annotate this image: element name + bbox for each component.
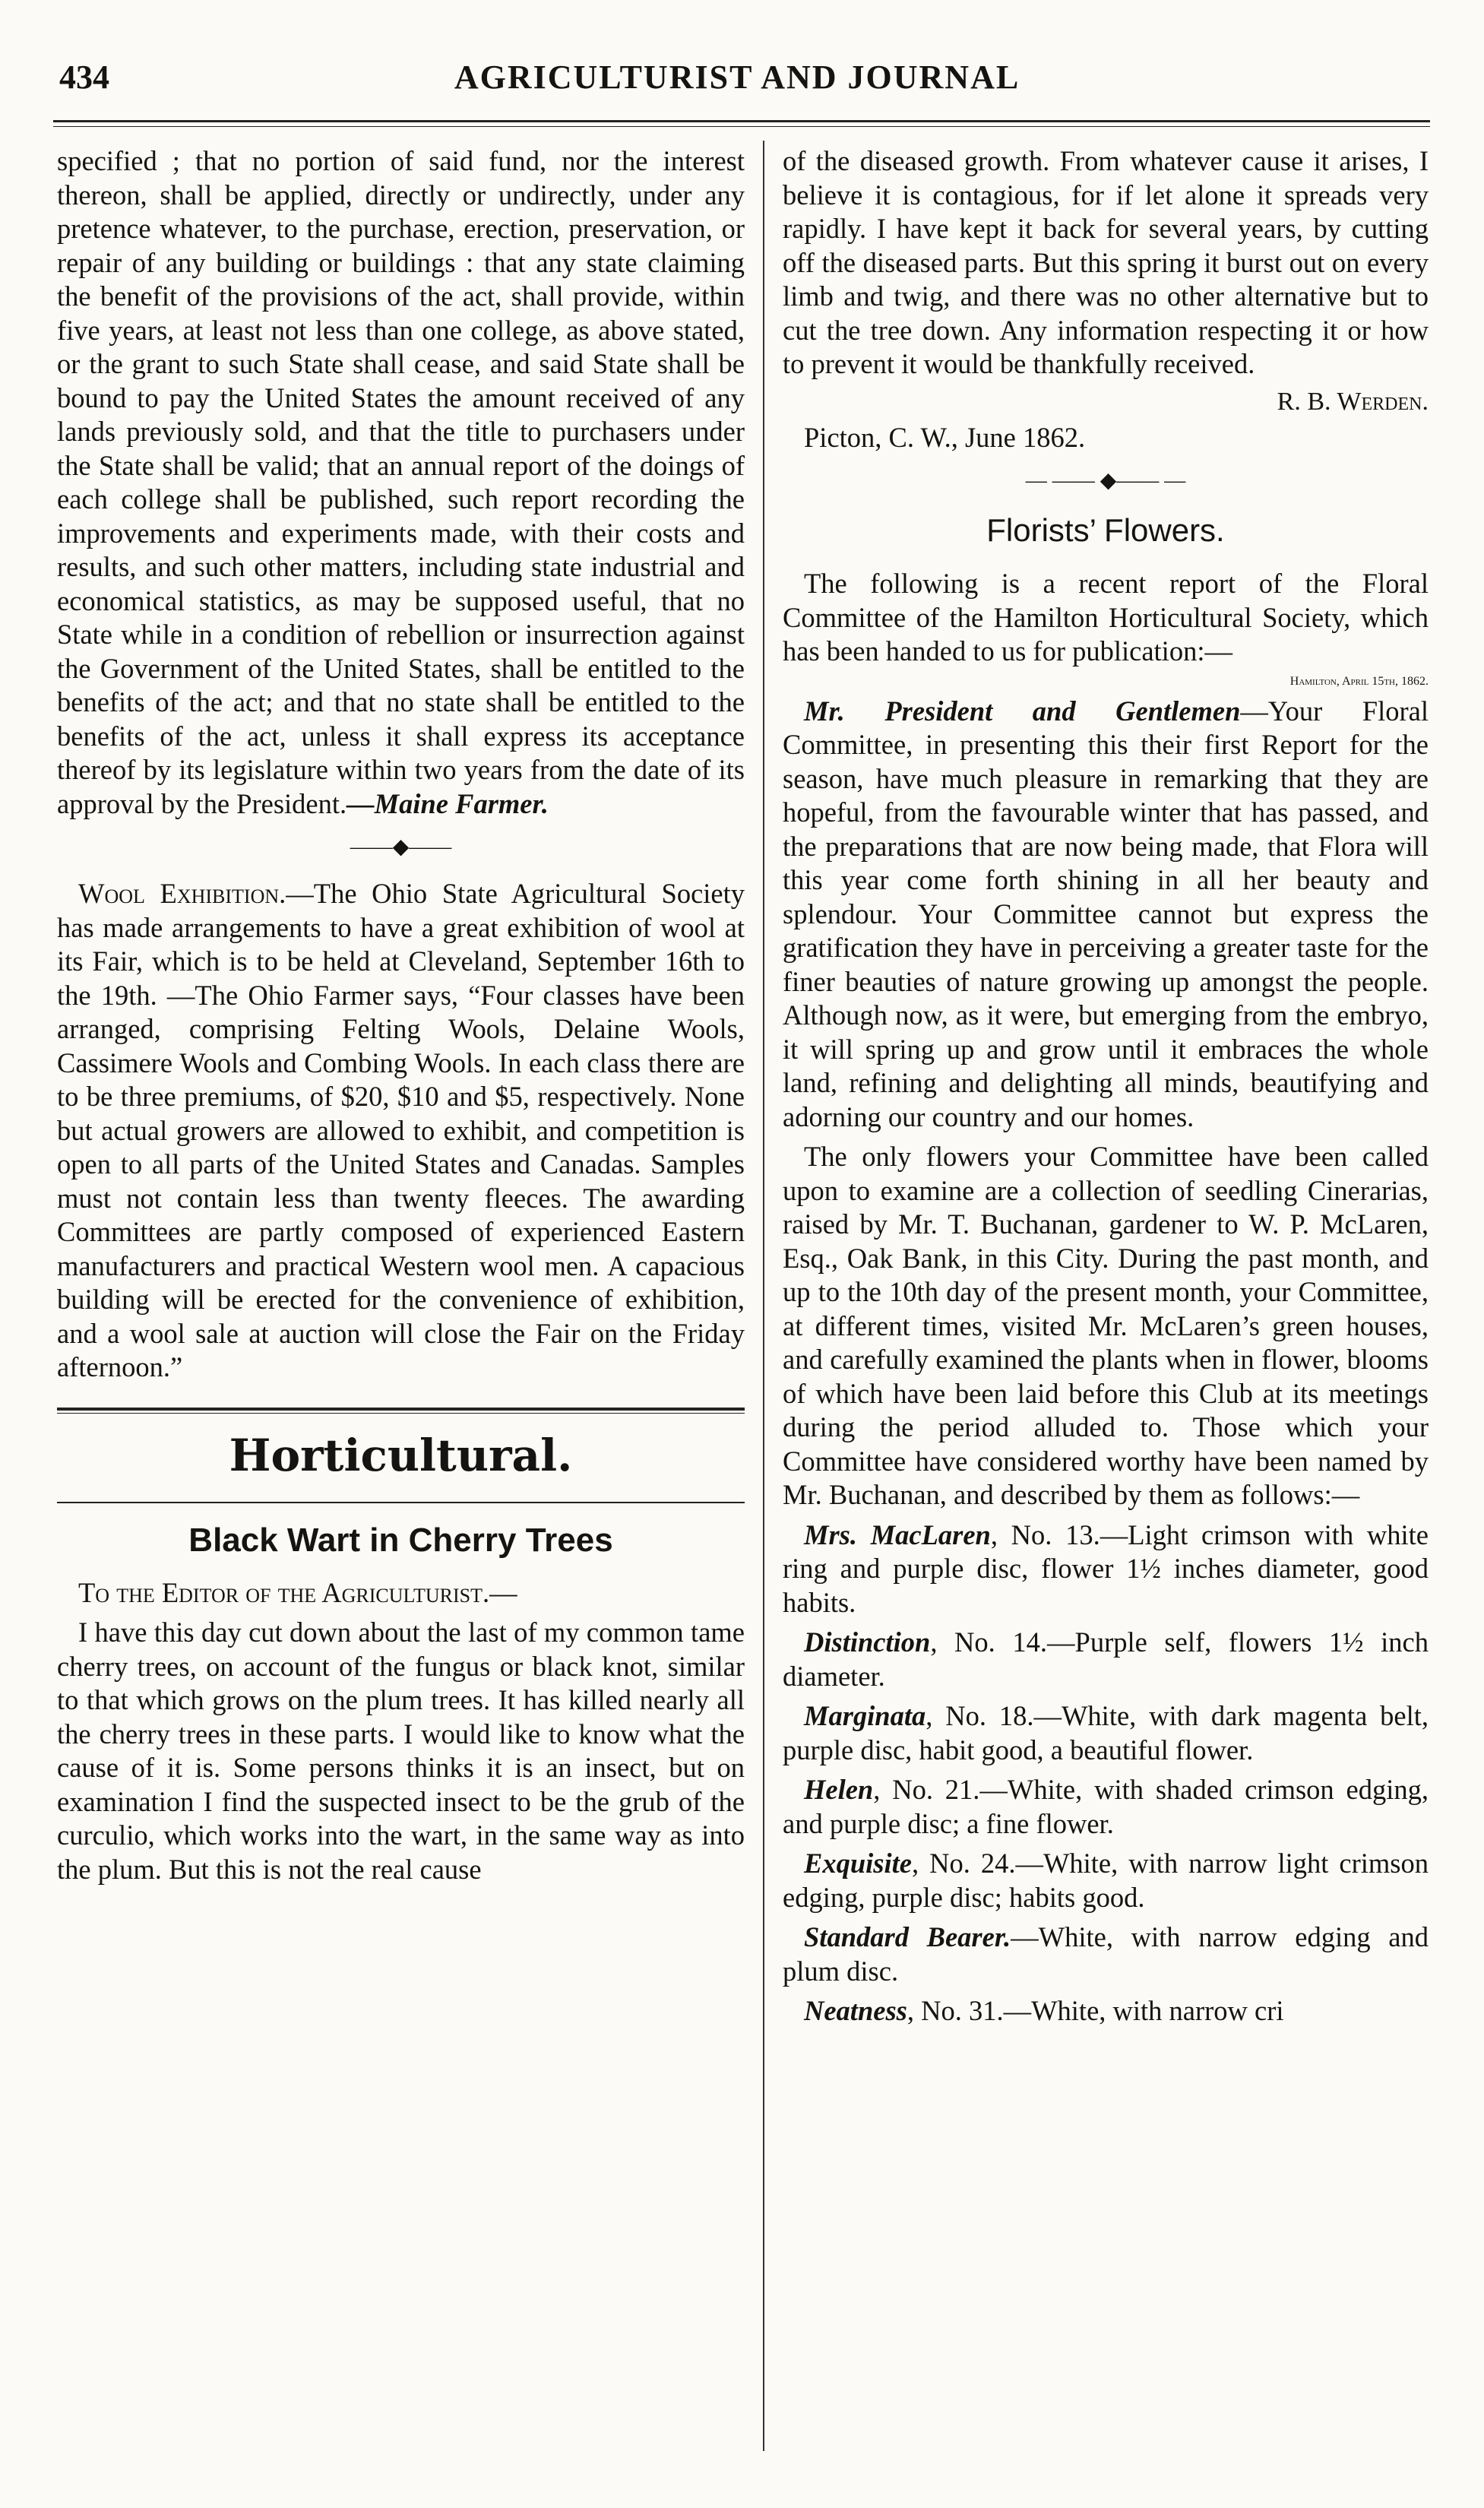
section-rule bbox=[57, 1408, 745, 1414]
flower-entry: Standard Bearer.—White, with narrow edging and plum disc. bbox=[783, 1921, 1429, 1987]
flower-entry: Distinction, No. 14.—Purple self, flowers 1½ inch diameter. bbox=[783, 1626, 1429, 1692]
source-credit: —Maine Farmer. bbox=[346, 787, 549, 819]
land-grant-paragraph: specified ; that no portion of said fund, nor the interest thereon, shall be applied, directly or undirectly, under any pretence whatever, to the purchase, erection, preservation, or repair of any building or buildings : that any state claiming the benefit of the provisions of the act, shall provide, within five years, at least not less than one college, as above stated, or the grant to such State shall cease, and said State shall be bound to pay the United States the amount received of any lands previously sold, and that the title to purchasers under the State shall be valid; that an annual report of the doings of each college shall be published, such report recording the improvements and experiments made, with their costs and results, and such other matters, including state industrial and economical statistics, as may be supposed useful, that no State while in a condition of rebellion or insurrection against the Government of the United States, shall be entitled to the benefits of the act; and that no state shall be entitled to the benefits of the act, unless it shall express its acceptance thereof by its legislature within two years from the date of its approval by the President.—Maine Farmer. bbox=[57, 145, 745, 819]
article-rule bbox=[57, 1502, 745, 1503]
florists-intro: The following is a recent report of the Floral Committee of the Hamilton Horticultural Society, which has been handed to us for publication:— bbox=[783, 568, 1429, 667]
flower-entry: Exquisite, No. 24.—White, with narrow light crimson edging, purple disc; habits good. bbox=[783, 1848, 1429, 1913]
editor-address: To the Editor of the Agriculturist.— bbox=[78, 1576, 517, 1608]
black-wart-paragraph: I have this day cut down about the last of my common tame cherry trees, on account of the fungus or black knot, similar to that which grows on the plum trees. It has killed nearly all the cherry trees in these parts. I would like to know what the cause of it is. Some persons thinks it is an insect, but on examination I find the suspected insect to be the grub of the curculio, which works into the wart, in the same way as into the plum. But this is not the real cause bbox=[57, 1617, 745, 1885]
header-rule bbox=[53, 120, 1430, 122]
article-title-black-wart: Black Wart in Cherry Trees bbox=[188, 1521, 613, 1559]
black-wart-continuation: of the diseased growth. From whatever cause it arises, I believe it is contagious, for if let alone it spreads very rapidly. I have kept it back for several years, by cutting off the diseased parts. But this spring it burst out on every limb and twig, and there was no other alternative but to cut the tree down. Any information respecting it or how to prevent it would be thankfully received. bbox=[783, 145, 1429, 379]
flower-entry: Neatness, No. 31.—White, with narrow cri bbox=[804, 1995, 1284, 2026]
flower-entry: Marginata, No. 18.—White, with dark magenta belt, purple disc, habit good, a beautiful flower. bbox=[783, 1700, 1429, 1765]
report-salutation: Mr. President and Gentlemen bbox=[804, 695, 1241, 727]
page-header bbox=[53, 53, 1421, 114]
article-separator-ornament: — —— ◆—— — bbox=[1025, 469, 1186, 492]
letter-place-date: Picton, C. W., June 1862. bbox=[804, 421, 1086, 453]
flower-entry: Helen, No. 21.—White, with shaded crimson edging, and purple disc; a fine flower. bbox=[783, 1774, 1429, 1839]
wool-exhibition-lead: Wool Exhibition. bbox=[78, 878, 286, 909]
running-head: AGRICULTURIST AND JOURNAL bbox=[454, 59, 1020, 96]
report-paragraph-2: The only flowers your Committee have been called upon to examine are a collection of seedling Cinerarias, raised by Mr. T. Buchanan, gardener to W. P. McLaren, Esq., Oak Bank, in this City. During the past month, and up to the 10th day of the present month, your Committee, at different times, visited Mr. McLaren’s green houses, and carefully examined the plants when in flower, blooms of which have been laid before this Club at its meetings during the period alluded to. Those which your Committee have considered worthy have been named by Mr. Buchanan, and described by them as follows:— bbox=[783, 1141, 1429, 1510]
header-rule-thin bbox=[53, 126, 1430, 127]
column-divider bbox=[763, 141, 764, 2451]
article-title-florists-flowers: Florists’ Flowers. bbox=[986, 512, 1225, 548]
wool-exhibition-paragraph: Wool Exhibition.—The Ohio State Agricultural Society has made arrangements to have a great exhibition of wool at its Fair, which is to be held at Cleveland, September 16th to the 19th. —The Ohio Farmer says, “Four classes have been arranged, comprising Felting Wools, Delaine Wools, Cassimere Wools and Combing Wools. In each class there are to be three premiums, of $20, $10 and $5, respectively. None but actual growers are allowed to exhibit, and competition is open to all parts of the United States and Canadas. Samples must not contain less than twenty fleeces. The awarding Committees are partly composed of experienced Eastern manufacturers and practical Western wool men. A capacious building will be erected for the convenience of exhibition, and a wool sale at auction will close the Fair on the Friday afternoon.” bbox=[57, 878, 745, 1382]
report-dateline: Hamilton, April 15th, 1862. bbox=[1289, 674, 1429, 688]
flower-entry: Mrs. MacLaren, No. 13.—Light crimson with white ring and purple disc, flower 1½ inches diameter, good habits. bbox=[783, 1518, 1429, 1618]
report-paragraph-1: Mr. President and Gentlemen—Your Floral Committee, in presenting this their first Report for the season, have much pleasure in remarking that they are hopeful, from the favourable winter that has passed, and the preparations that are now being made, that Flora will this year come forth shining in all her beauty and splendour. Your Committee cannot but express the gratification they have in perceiving a greater taste for the finer beauties of nature growing up amongst the people. Although now, as it were, but emerging from the embryo, it will spring up and grow until it embraces the whole land, refining and delighting all minds, beautifying and adorning our country and our homes. bbox=[783, 695, 1429, 1132]
letter-signature: R. B. Werden. bbox=[1277, 387, 1429, 416]
right-column bbox=[783, 144, 1429, 2035]
left-column bbox=[57, 144, 745, 1892]
section-heading-horticultural: Horticultural. bbox=[229, 1429, 573, 1481]
section-separator-ornament: ——◆—— bbox=[350, 835, 452, 859]
page-number: 434 bbox=[59, 59, 109, 96]
